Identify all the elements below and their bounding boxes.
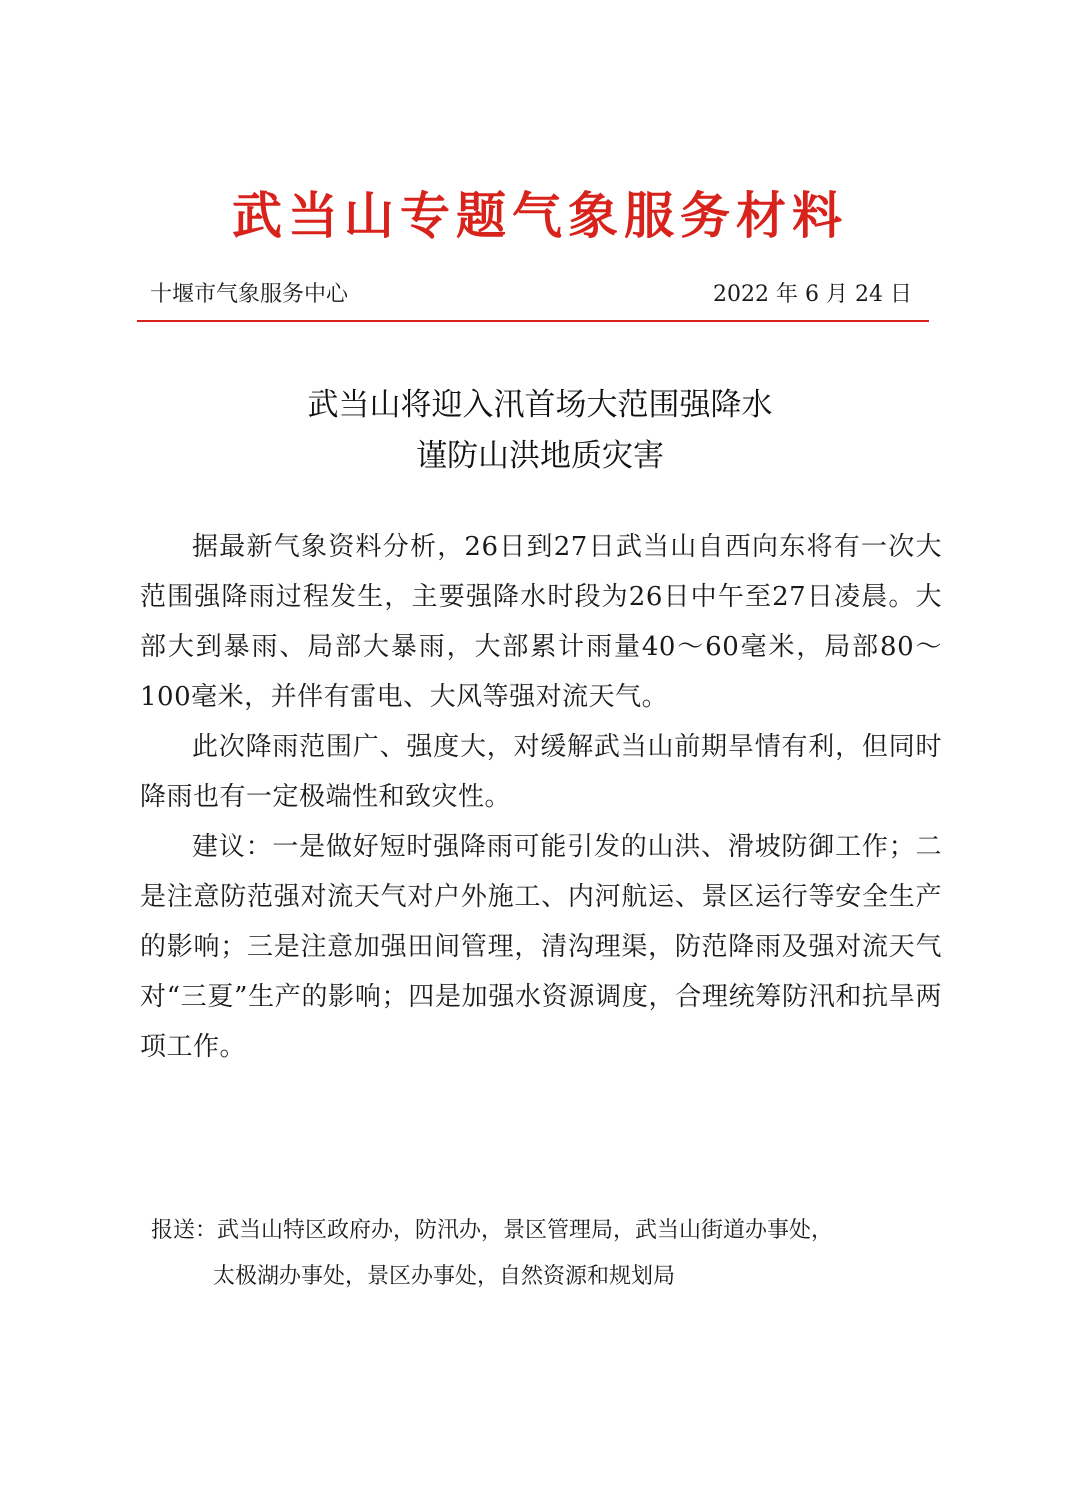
body-paragraph-impact: 此次降雨范围广、强度大，对缓解武当山前期旱情有利，但同时降雨也有一定极端性和致灾性。 (140, 732, 942, 812)
body-paragraph-forecast: 据最新气象资料分析，26日到27日武当山自西向东将有一次大范围强降雨过程发生，主要强降水时段为26日中午至27日凌晨。大部大到暴雨、局部大暴雨，大部累计雨量40～60毫米，局部80～100毫米，并伴有雷电、大风等强对流天气。 (140, 532, 942, 712)
distribution-line-1: 报送：武当山特区政府办，防汛办，景区管理局，武当山街道办事处， (151, 1218, 834, 1243)
document-title-line-1: 武当山将迎入汛首场大范围强降水 (307, 387, 773, 423)
issue-date: 2022 年 6 月 24 日 (713, 282, 912, 307)
issuer-row (150, 278, 912, 312)
header-divider (137, 320, 929, 322)
document-body (140, 522, 942, 1072)
masthead-title: 武当山专题气象服务材料 (232, 187, 848, 245)
document-title-line-2: 谨防山洪地质灾害 (416, 438, 664, 474)
body-paragraph-suggestions: 建议：一是做好短时强降雨可能引发的山洪、滑坡防御工作；二是注意防范强对流天气对户外施工、内河航运、景区运行等安全生产的影响；三是注意加强田间管理，清沟理渠，防范降雨及强对流天气对“三夏”生产的影响；四是加强水资源调度，合理统筹防汛和抗旱两项工作。 (140, 832, 942, 1062)
issuing-organization: 十堰市气象服务中心 (150, 282, 349, 307)
distribution-list (151, 1208, 941, 1300)
distribution-line-2: 太极湖办事处，景区办事处，自然资源和规划局 (213, 1264, 676, 1289)
